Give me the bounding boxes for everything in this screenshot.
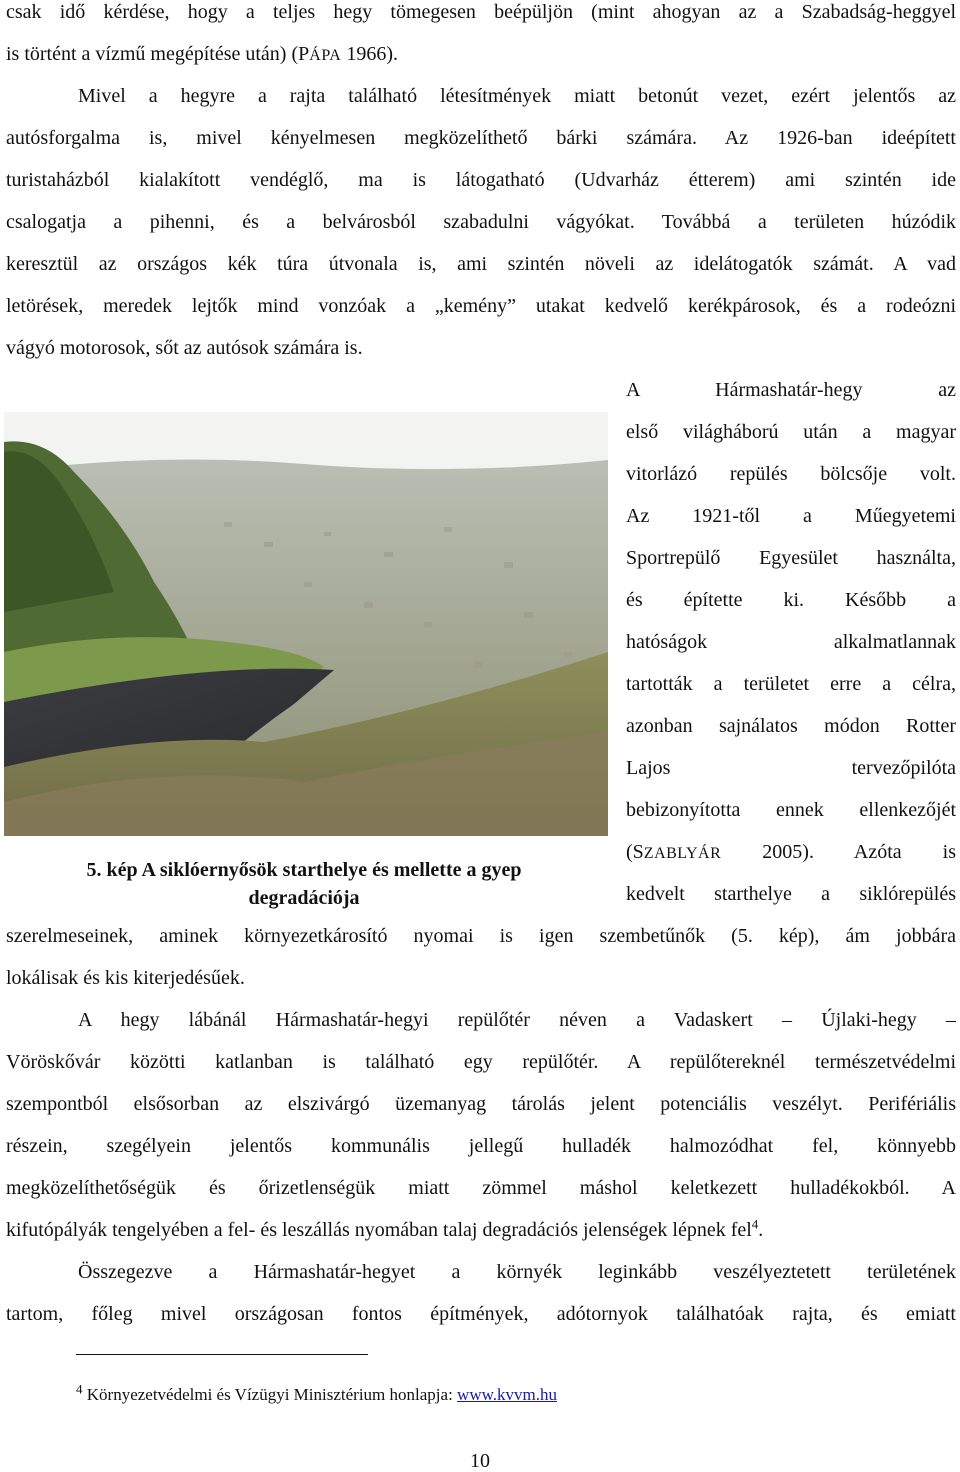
side-text-line: kedvelt starthelye a siklórepülés — [626, 883, 956, 905]
side-text-line: Lajos tervezőpilóta — [626, 757, 956, 779]
footnote-separator — [76, 1354, 368, 1355]
side-text-line: és építette ki. Később a — [626, 589, 956, 611]
figure-caption: 5. kép A siklóernyősök starthelye és mellette a gyep — [86, 859, 522, 881]
body-text-line: A hegy lábánál Hármashatár-hegyi repülőtér néven a Vadaskert – Újlaki-hegy – — [78, 1009, 956, 1031]
body-text-line: csalogatja a pihenni, és a belvárosból szabadulni vágyókat. Továbbá a területen húzódik — [6, 211, 956, 233]
footnote — [76, 1381, 557, 1406]
citation-year: 1966). — [341, 43, 398, 65]
body-text-line: megközelíthetőségük és őrizetlenségük miatt zömmel máshol keletkezett hulladékokból. A — [6, 1177, 956, 1199]
side-text-line: hatóságok alkalmatlannak — [626, 631, 956, 653]
side-text-line: A Hármashatár-hegy az — [626, 379, 956, 401]
body-text-line: autósforgalma is, mivel kényelmesen megközelíthető bárki számára. Az 1926-ban ideépített — [6, 127, 956, 149]
body-text-line: csak idő kérdése, hogy a teljes hegy tömegesen beépüljön (mint ahogyan az a Szabadság-heggyel — [6, 1, 956, 23]
body-text-line: keresztül az országos kék túra útvonala is, ami szintén növeli az idelátogatók számát. A vad — [6, 253, 956, 275]
body-text-line: vágyó motorosok, sőt az autósok számára is. — [6, 337, 363, 359]
figure-caption: degradációja — [248, 887, 360, 909]
landscape-photo — [4, 412, 608, 836]
body-text-line: Mivel a hegyre a rajta található létesítmények miatt betonút vezet, ezért jelentős az — [78, 85, 956, 107]
body-text-line: Összegezve a Hármashatár-hegyet a környék leginkább veszélyeztetett területének — [78, 1261, 956, 1283]
body-text-line — [6, 1218, 956, 1242]
body-text-line: szempontból elsősorban az elszivárgó üzemanyag tárolás jelent potenciális veszélyt. Perifériális — [6, 1093, 956, 1115]
body-text-line: lokálisak és kis kiterjedésűek. — [6, 967, 245, 989]
body-text-line — [6, 42, 956, 68]
side-text-line: Az 1921-től a Műegyetemi — [626, 505, 956, 527]
body-text-line: tartom, főleg mivel országosan fontos építmények, adótornyok találhatóak rajta, és emiatt — [6, 1303, 956, 1325]
body-text-line: letörések, meredek lejtők mind vonzóak a „kemény” utakat kedvelő kerékpárosok, és a rodeózni — [6, 295, 956, 317]
footnote-reference[interactable]: 4 — [751, 1216, 759, 1232]
side-text-line: vitorlázó repülés bölcsője volt. — [626, 463, 956, 485]
body-text-line: szerelmeseinek, aminek környezetkárosító nyomai is igen szembetűnők (5. kép), ám jobbára — [6, 925, 956, 947]
citation-author: ÁPA — [309, 47, 342, 64]
text-fragment: 2005). Azóta is — [721, 841, 956, 863]
footnote-text: Környezetvédelmi és Vízügyi Minisztérium honlapja: — [82, 1385, 458, 1404]
page-number: 10 — [470, 1450, 490, 1472]
side-text-line: bebizonyította ennek ellenkezőjét — [626, 799, 956, 821]
footnote-link[interactable]: www.kvvm.hu — [457, 1385, 557, 1404]
citation-author: ZABLYÁR — [643, 845, 722, 862]
text-fragment: is történt a vízmű megépítése után) (P — [6, 43, 310, 65]
body-text-line: Vöröskővár közötti katlanban is található egy repülőtér. A repülőtereknél természetvédelmi — [6, 1051, 956, 1073]
side-text-line: tartották a területet erre a célra, — [626, 673, 956, 695]
text-fragment: kifutópályák tengelyében a fel- és leszállás nyomában talaj degradációs jelenségek lépnek fel — [6, 1219, 752, 1241]
side-text-line: Sportrepülő Egyesület használta, — [626, 547, 956, 569]
side-text-line — [626, 840, 956, 866]
text-fragment: (S — [626, 841, 644, 863]
side-text-line: első világháború után a magyar — [626, 421, 956, 443]
footnote-number: 4 — [76, 1381, 83, 1397]
body-text-line: részein, szegélyein jelentős kommunális jellegű hulladék halmozódhat fel, könnyebb — [6, 1135, 956, 1157]
body-text-line: turistaházból kialakított vendéglő, ma is látogatható (Udvarház étterem) ami szintén ide — [6, 169, 956, 191]
text-fragment: . — [758, 1219, 764, 1241]
side-text-line: azonban sajnálatos módon Rotter — [626, 715, 956, 737]
